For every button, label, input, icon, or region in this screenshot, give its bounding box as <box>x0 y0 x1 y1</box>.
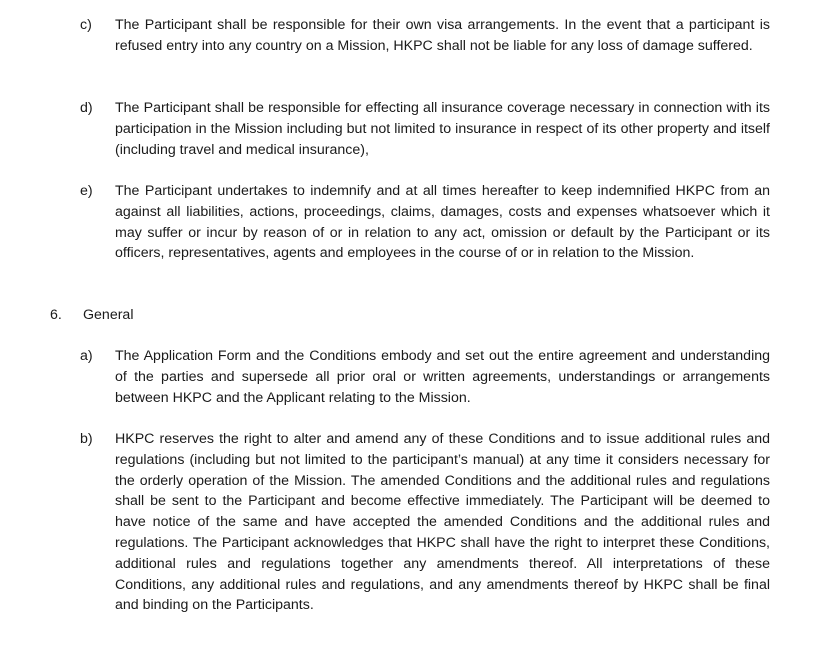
clause-text: The Participant shall be responsible for effecting all insurance coverage necessary in connection with its participation in the Mission including but not limited to insurance in respect of its other property and itself (including travel and medical insurance), <box>115 100 770 158</box>
clause-general-b <box>80 429 770 616</box>
clause-text: The Application Form and the Conditions embody and set out the entire agreement and understanding of the parties and supersede all prior oral or written agreements, understandings or arrangements between HKPC and the Applicant relating to the Mission. <box>115 348 770 406</box>
clause-e <box>80 181 770 264</box>
section-heading-general <box>50 305 350 326</box>
clause-label: b) <box>80 431 93 447</box>
clause-label: e) <box>80 183 93 199</box>
clause-label: d) <box>80 100 93 116</box>
section-title: General <box>83 307 134 323</box>
clause-text: HKPC reserves the right to alter and amend any of these Conditions and to issue additional rules and regulations (including but not limited to the participant’s manual) at any time it considers necessary for the orderly operation of the Mission. The amended Conditions and the additional rules and regulations shall be sent to the Participant and become effective immediately. The Participant will be deemed to have notice of the same and have accepted the amended Conditions and the additional rules and regulations. The Participant acknowledges that HKPC shall have the right to interpret these Conditions, additional rules and regulations together any amendments thereof. All interpretations of these Conditions, any additional rules and regulations, and any amendments thereof by HKPC shall be final and binding on the Participants. <box>115 431 770 614</box>
clause-c <box>80 15 770 57</box>
clause-general-a <box>80 346 770 408</box>
clause-label: c) <box>80 17 92 33</box>
clause-label: a) <box>80 348 93 364</box>
clause-d <box>80 98 770 160</box>
clause-text: The Participant shall be responsible for their own visa arrangements. In the event that a participant is refused entry into any country on a Mission, HKPC shall not be liable for any loss of damage suffered. <box>115 17 770 54</box>
section-number: 6. <box>50 307 62 323</box>
clause-text: The Participant undertakes to indemnify and at all times hereafter to keep indemnified HKPC from an against all liabilities, actions, proceedings, claims, damages, costs and expenses whatsoever which it may suffer or incur by reason of or in relation to any act, omission or default by the Participant or its officers, representatives, agents and employees in the course of or in relation to the Mission. <box>115 183 770 262</box>
